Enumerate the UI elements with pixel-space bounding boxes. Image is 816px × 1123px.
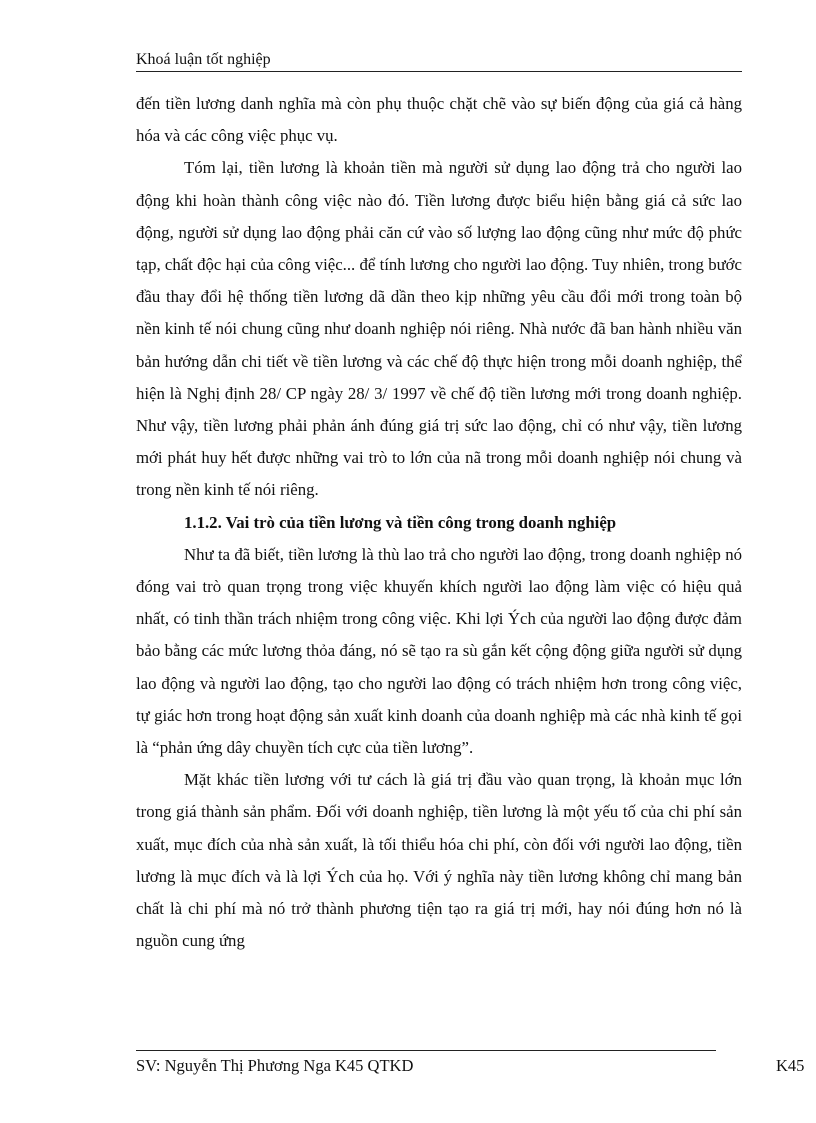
footer-page-label: K45 [776,1056,805,1075]
paragraph-cost-perspective: Mặt khác tiền lương với tư cách là giá trị đầu vào quan trọng, là khoản mục lớn trong giá thành sản phẩm. Đối với doanh nghiệp, tiền lương là một yếu tố của chi phí sản xuất, mục đích của nhà sản xuất, là tối thiểu hóa chi phí, còn đối với người lao động, tiền lương là mục đích và là lợi Ých của họ. Với ý nghĩa này tiền lương không chỉ mang bản chất là chi phí mà nó trở thành phương tiện tạo ra giá trị mới, hay nói đúng hơn nó là nguồn cung ứng [136,770,742,951]
paragraph-role-of-wages: Như ta đã biết, tiền lương là thù lao trả cho người lao động, trong doanh nghiệp nó đóng vai trò quan trọng trong việc khuyến khích người lao động làm việc có hiệu quả nhất, có tinh thần trách nhiệm trong công việc. Khi lợi Ých của người lao động được đảm bảo bằng các mức lương thỏa đáng, nó sẽ tạo ra sù gắn kết cộng động giữa người sử dụng lao động và người lao động, tạo cho người lao động có trách nhiệm hơn trong công việc, tự giác hơn trong hoạt động sản xuất kinh doanh của doanh nghiệp mà các nhà kinh tế gọi là “phản ứng dây chuyền tích cực của tiền lương”. [136,544,742,758]
document-body [136,88,742,957]
paragraph-continuation: đến tiền lương danh nghĩa mà còn phụ thuộc chặt chẽ vào sự biến động của giá cả hàng hóa và các công việc phục vụ. [136,94,742,146]
footer-student-info: SV: Nguyễn Thị Phương Nga K45 QTKD [136,1056,414,1075]
running-header-title: Khoá luận tốt nghiệp [136,50,742,72]
section-heading: 1.1.2. Vai trò của tiền lương và tiền công trong doanh nghiệp [184,512,617,532]
footer-divider [136,1050,716,1051]
paragraph-summary: Tóm lại, tiền lương là khoản tiền mà người sử dụng lao động trả cho người lao động khi hoàn thành công việc nào đó. Tiền lương được biểu hiện bằng giá cả sức lao động, người sử dụng lao động phải căn cứ vào số lượng lao động cũng như mức độ phức tạp, chất độc hại của công việc... để tính lương cho người lao động. Tuy nhiên, trong bước đầu thay đổi hệ thống tiền lương dã dần theo kịp những yêu cầu đổi mới trong toàn bộ nền kinh tế nói chung cũng như doanh nghiệp nói riêng. Nhà nước đã ban hành nhiều văn bản hướng dẫn chi tiết về tiền lương và các chế độ thực hiện trong mỗi doanh nghiệp, thể hiện là Nghị định 28/ CP ngày 28/ 3/ 1997 về chế độ tiền lương mới trong doanh nghiệp. Như vậy, tiền lương phải phản ánh đúng giá trị sức lao động, chỉ có như vậy, tiền lương mới phát huy hết được những vai trò to lớn của nã trong mỗi doanh nghiệp nói chung và trong nền kinh tế nói riêng. [136,158,742,500]
